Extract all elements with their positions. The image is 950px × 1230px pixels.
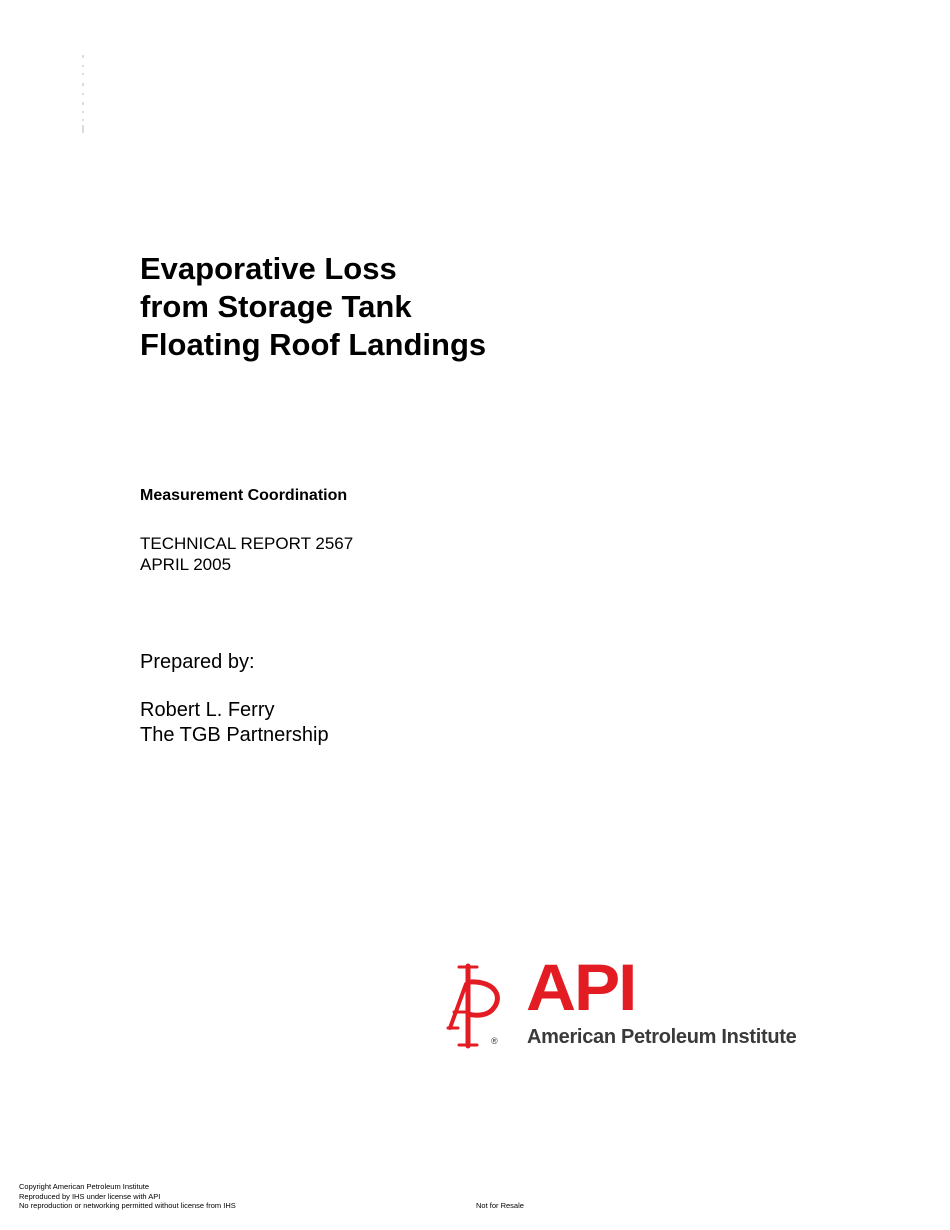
registered-trademark: ® [491,1036,498,1046]
author-block [140,698,329,748]
copyright-notice [19,1182,236,1211]
api-wordmark: API [526,950,636,1024]
copyright-line-3: No reproduction or networking permitted without license from IHS [19,1201,236,1210]
committee-name: Measurement Coordination [140,487,348,504]
api-logo [444,950,824,1054]
scan-margin-marks [82,55,85,133]
report-date: APRIL 2005 [140,555,232,574]
title-line-1: Evaporative Loss [140,251,397,286]
copyright-line-1: Copyright American Petroleum Institute [19,1182,150,1191]
title-line-2: from Storage Tank [140,289,412,324]
report-number: TECHNICAL REPORT 2567 [140,534,354,553]
prepared-by-label: Prepared by: [140,651,255,673]
api-full-name: American Petroleum Institute [527,1026,797,1048]
report-info [140,533,353,575]
copyright-line-2: Reproduced by IHS under license with API [19,1191,161,1201]
resale-notice: Not for Resale [476,1201,524,1210]
author-organization: The TGB Partnership [140,724,329,746]
document-title [140,250,486,364]
title-line-3: Floating Roof Landings [140,327,487,362]
author-name: Robert L. Ferry [140,699,275,721]
api-monogram-icon [444,962,516,1052]
